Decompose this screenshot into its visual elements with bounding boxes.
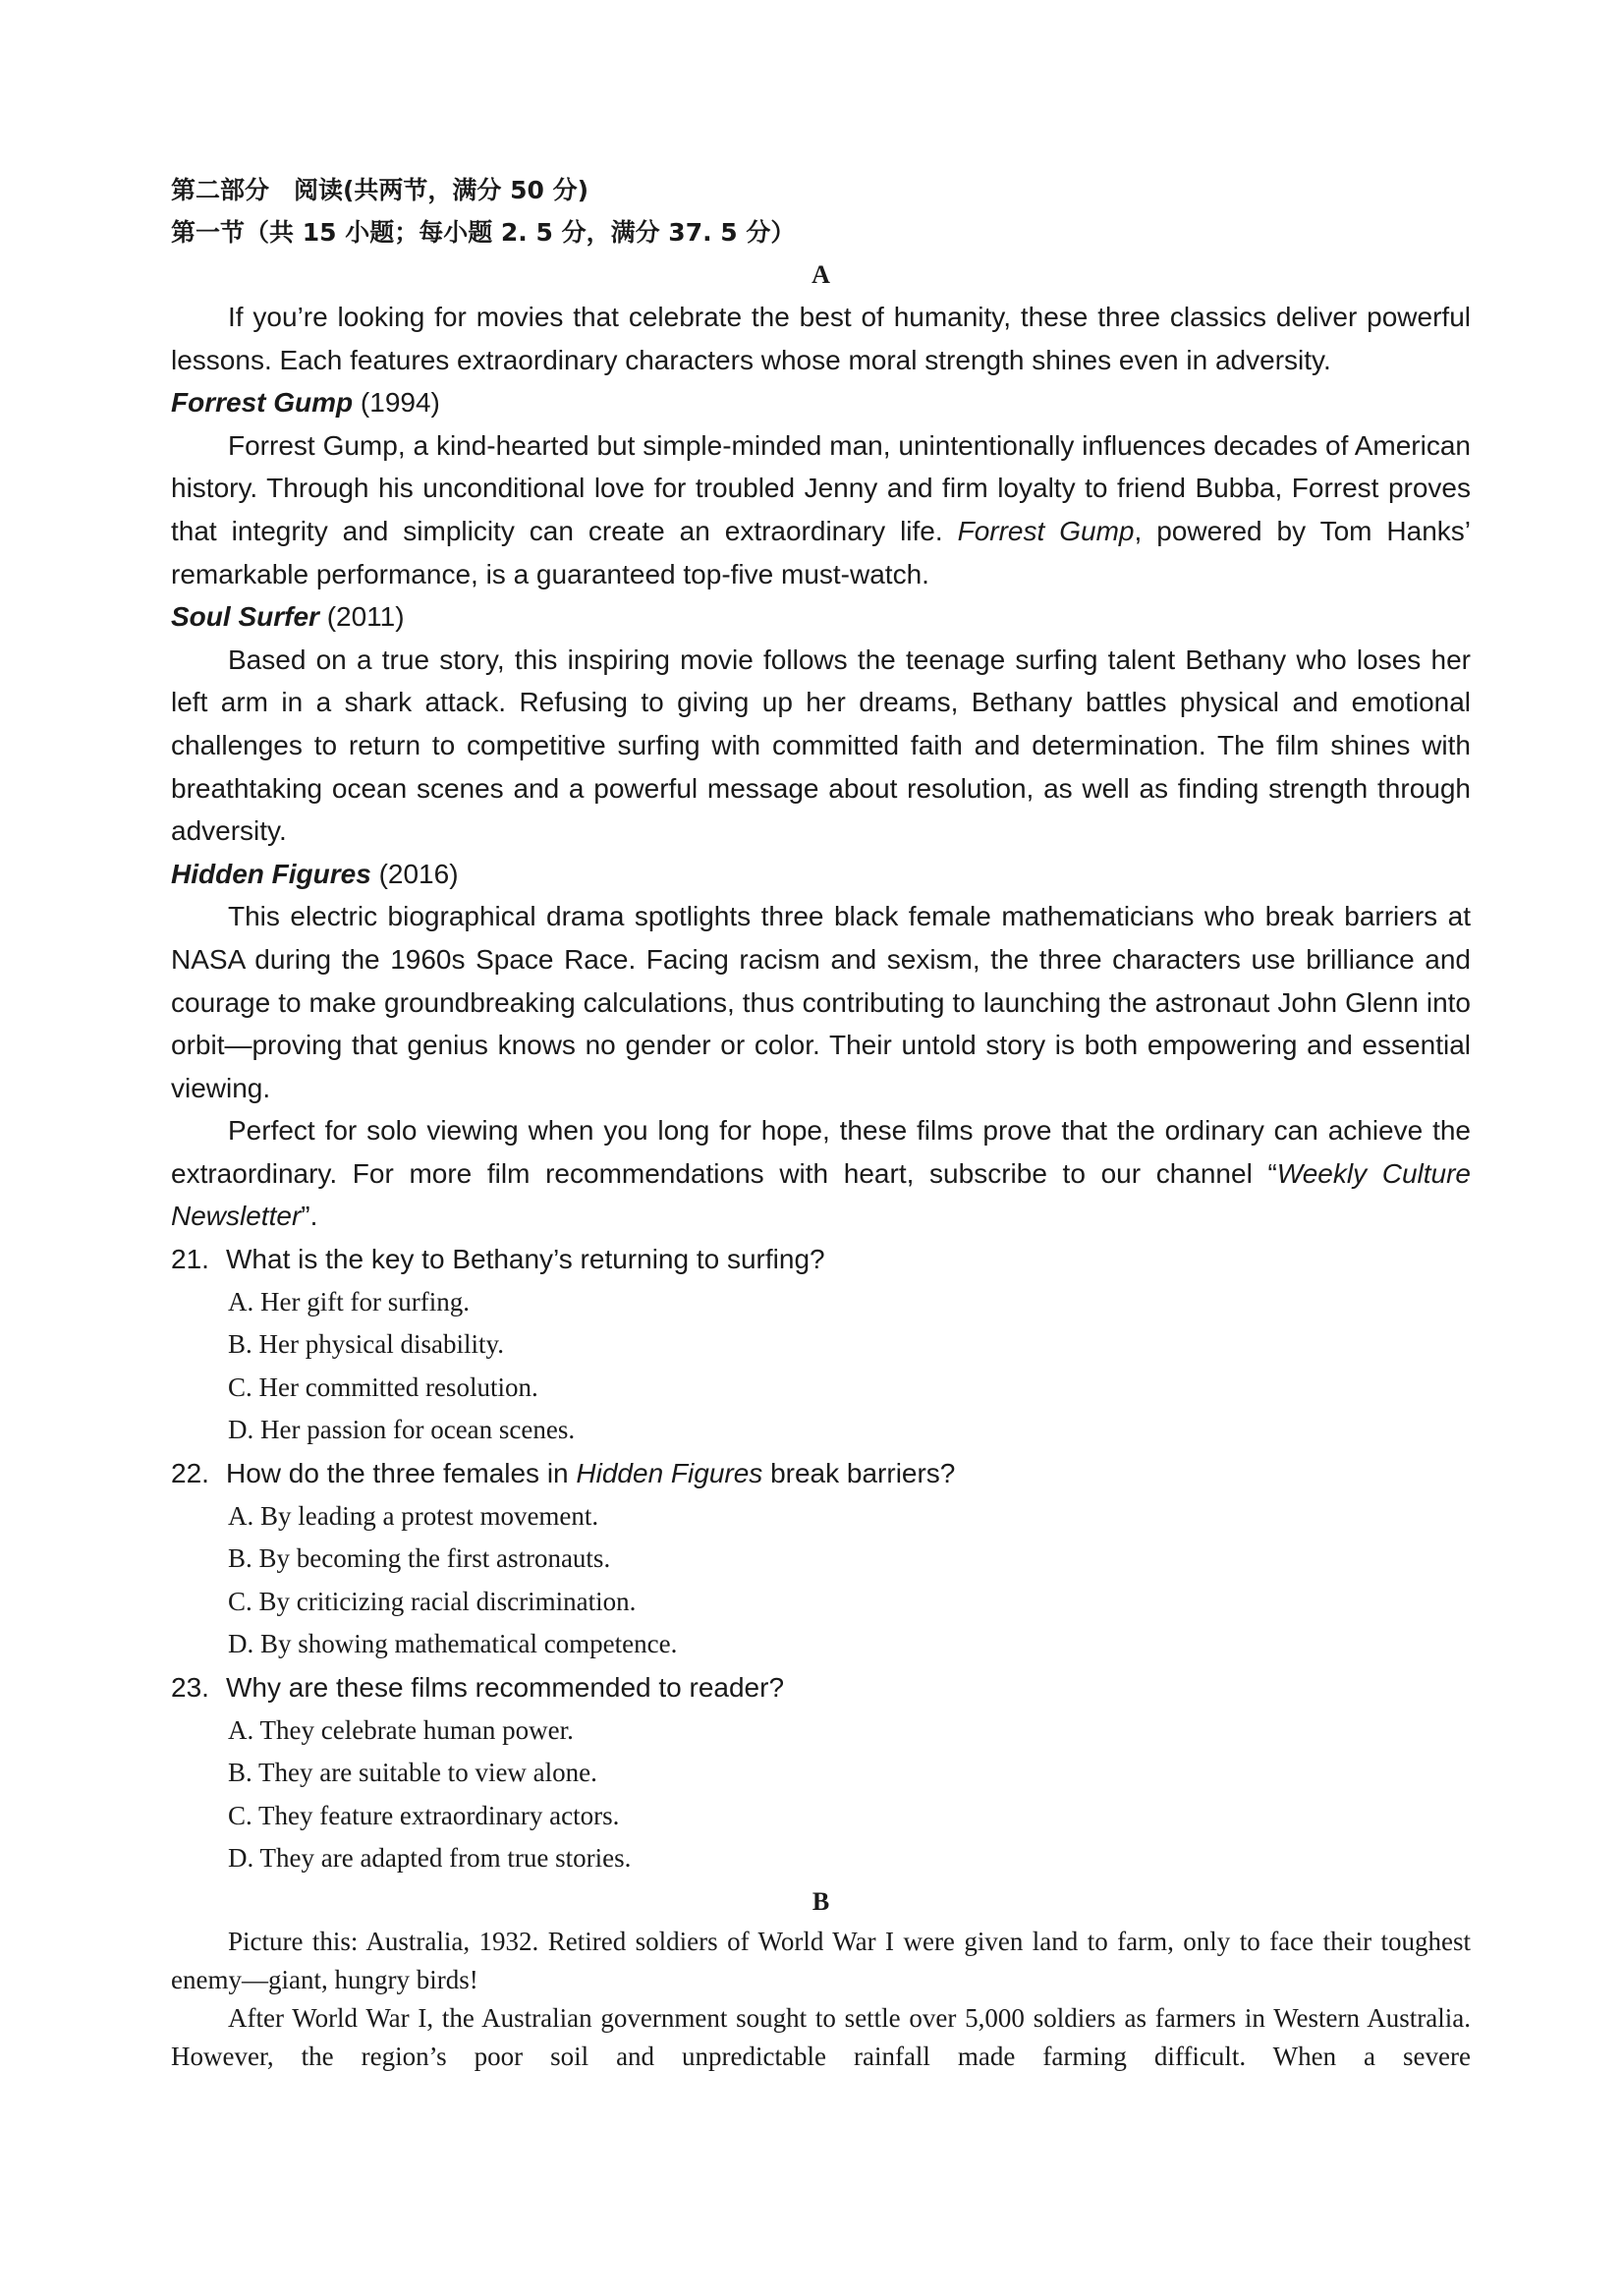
option: A. They celebrate human power. bbox=[228, 1714, 574, 1745]
option: A. By leading a protest movement. bbox=[228, 1500, 599, 1531]
movie-desc-hidden-figures: This electric biographical drama spotlights three black female mathematicians who break barriers at NASA during the 1960s Space Race. Facing racism and sexism, the three characters use brilliance and courage to make groundbreaking calculations, thus contributing to launching the astronaut John Glenn into orbit—proving that genius knows no gender or color. Their untold story is both empowering and essential viewing. bbox=[171, 901, 1471, 1103]
question-stem: How do the three females in Hidden Figures break barriers? bbox=[226, 1458, 956, 1489]
option: B. They are suitable to view alone. bbox=[228, 1758, 597, 1788]
movie-title: Hidden Figures bbox=[171, 858, 371, 889]
option: C. By criticizing racial discrimination. bbox=[228, 1586, 637, 1616]
passage-b-paragraph-2: After World War I, the Australian government sought to settle over 5,000 soldiers as farmers in Western Australia. However, the region’s poor soil and unpredictable rainfall made farming difficult. When a severe bbox=[171, 2002, 1471, 2071]
option: D. Her passion for ocean scenes. bbox=[228, 1415, 576, 1445]
movie-heading-soul-surfer bbox=[171, 595, 1471, 639]
question-23 bbox=[171, 1666, 1471, 1709]
passage-a-intro: If you’re looking for movies that celebrate the best of humanity, these three classics deliver powerful lessons. Each features extraordinary characters whose moral strength shines even in adversity. bbox=[171, 302, 1471, 375]
question-21 bbox=[171, 1238, 1471, 1281]
movie-heading-forrest-gump bbox=[171, 381, 1471, 424]
movie-year: (2016) bbox=[370, 858, 459, 889]
movie-year: (1994) bbox=[353, 387, 440, 419]
question-stem: Why are these films recommended to reader? bbox=[226, 1672, 785, 1703]
question-stem: What is the key to Bethany’s returning to surfing? bbox=[226, 1244, 825, 1275]
movie-title: Soul Surfer bbox=[171, 601, 319, 633]
passage-b-letter: B bbox=[812, 1886, 830, 1916]
option: B. By becoming the first astronauts. bbox=[228, 1543, 611, 1574]
movie-title: Forrest Gump bbox=[171, 387, 354, 419]
option: D. They are adapted from true stories. bbox=[228, 1843, 632, 1874]
question-number: 22. bbox=[171, 1458, 209, 1489]
movie-heading-hidden-figures bbox=[171, 853, 1471, 896]
movie-desc-forrest-gump: Forrest Gump, a kind-hearted but simple-minded man, unintentionally influences decades of American history. Through his unconditional love for troubled Jenny and firm loyalty to friend Bubba, Forrest proves that integrity and simplicity can create an extraordinary life. Forrest Gump, powered by Tom Hanks’ remarkable performance, is a guaranteed top-five must-watch. bbox=[171, 429, 1471, 589]
passage-b-paragraph-1: Picture this: Australia, 1932. Retired soldiers of World War I were given land to farm, only to face their toughest enemy—giant, hungry birds! bbox=[171, 1926, 1471, 1994]
exam-page bbox=[171, 169, 1471, 2114]
option: D. By showing mathematical competence. bbox=[228, 1629, 678, 1659]
movie-year: (2011) bbox=[318, 601, 405, 633]
question-number: 23. bbox=[171, 1672, 209, 1703]
part-heading: 第二部分 阅读(共两节，满分 50 分) bbox=[171, 176, 589, 204]
option: C. Her committed resolution. bbox=[228, 1372, 538, 1402]
passage-a-letter: A bbox=[812, 260, 830, 289]
option: B. Her physical disability. bbox=[228, 1329, 504, 1360]
question-22 bbox=[171, 1452, 1471, 1495]
question-number: 21. bbox=[171, 1244, 209, 1275]
section-heading: 第一节（共 15 小题；每小题 2. 5 分，满分 37. 5 分） bbox=[171, 218, 796, 247]
movie-desc-soul-surfer: Based on a true story, this inspiring movie follows the teenage surfing talent Bethany who loses her left arm in a shark attack. Refusing to giving up her dreams, Bethany battles physical and emotional challenges to return to competitive surfing with committed faith and determination. The film shines with breathtaking ocean scenes and a powerful message about resolution, as well as finding strength through adversity. bbox=[171, 644, 1471, 847]
passage-a-closing: Perfect for solo viewing when you long for hope, these films prove that the ordinary can achieve the extraordinary. For more film recommendations with heart, subscribe to our channel “Weekly Culture Newsletter”. bbox=[171, 1115, 1471, 1232]
option: C. They feature extraordinary actors. bbox=[228, 1800, 620, 1830]
option: A. Her gift for surfing. bbox=[228, 1286, 470, 1316]
